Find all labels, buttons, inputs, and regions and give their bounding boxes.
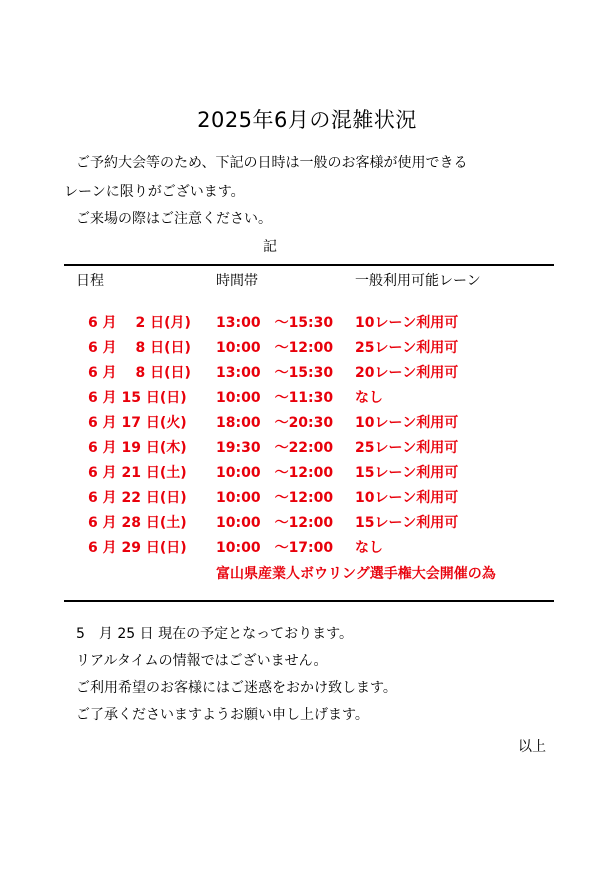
row-date: 6 月 15 日(日) — [88, 390, 187, 406]
page-title: 2025年6月の混雑状況 — [197, 108, 417, 132]
row-date: 6 月 28 日(土) — [88, 515, 187, 531]
row-date: 6 月 29 日(日) — [88, 540, 187, 556]
table-row — [0, 312, 614, 334]
row-date: 6 月 2 日(月) — [88, 315, 191, 331]
footer-line-3: ご利用希望のお客様にはご迷惑をおかけ致します。 — [76, 680, 397, 696]
row-lanes: 15レーン利用可 — [355, 465, 459, 481]
intro-line-2: レーンに限りがございます。 — [64, 184, 245, 200]
header-date: 日程 — [76, 273, 104, 289]
table-row — [0, 437, 614, 459]
table-row — [0, 337, 614, 359]
tournament-note: 富山県産業人ボウリング選手権大会開催の為 — [216, 566, 496, 582]
row-time: 18:00 ～20:30 — [216, 415, 334, 431]
row-time: 19:30 ～22:00 — [216, 440, 334, 456]
top-rule — [64, 264, 554, 266]
row-lanes: 10レーン利用可 — [355, 415, 459, 431]
table-row — [0, 512, 614, 534]
row-time: 13:00 ～15:30 — [216, 365, 334, 381]
header-time: 時間帯 — [216, 273, 258, 289]
table-row — [0, 462, 614, 484]
row-time: 13:00 ～15:30 — [216, 315, 334, 331]
row-lanes: 20レーン利用可 — [355, 365, 459, 381]
footer-line-1: 5 月 25 日 現在の予定となっております。 — [76, 626, 353, 642]
table-row — [0, 362, 614, 384]
row-date: 6 月 17 日(火) — [88, 415, 187, 431]
row-time: 10:00 ～17:00 — [216, 540, 334, 556]
row-lanes: 10レーン利用可 — [355, 315, 459, 331]
row-lanes: 10レーン利用可 — [355, 490, 459, 506]
row-lanes: 25レーン利用可 — [355, 340, 459, 356]
row-time: 10:00 ～12:00 — [216, 515, 334, 531]
row-lanes: 25レーン利用可 — [355, 440, 459, 456]
row-date: 6 月 19 日(木) — [88, 440, 187, 456]
ki-marker: 記 — [263, 239, 277, 255]
row-lanes: なし — [355, 540, 383, 556]
row-time: 10:00 ～11:30 — [216, 390, 334, 406]
footer-line-4: ご了承くださいますようお願い申し上げます。 — [76, 707, 369, 723]
row-date: 6 月 21 日(土) — [88, 465, 187, 481]
row-time: 10:00 ～12:00 — [216, 465, 334, 481]
closing-mark: 以上 — [518, 739, 546, 755]
row-lanes: 15レーン利用可 — [355, 515, 459, 531]
row-time: 10:00 ～12:00 — [216, 490, 334, 506]
row-time: 10:00 ～12:00 — [216, 340, 334, 356]
table-row — [0, 387, 614, 409]
footer-line-2: リアルタイムの情報ではございません。 — [76, 653, 328, 669]
row-date: 6 月 8 日(日) — [88, 365, 191, 381]
row-date: 6 月 8 日(日) — [88, 340, 191, 356]
table-row — [0, 537, 614, 559]
row-lanes: なし — [355, 390, 383, 406]
bottom-rule — [64, 600, 554, 602]
table-row — [0, 487, 614, 509]
header-lanes: 一般利用可能レーン — [355, 273, 481, 289]
table-row — [0, 412, 614, 434]
intro-line-3: ご来場の際はご注意ください。 — [76, 211, 272, 227]
intro-line-1: ご予約大会等のため、下記の日時は一般のお客様が使用できる — [76, 155, 468, 171]
row-date: 6 月 22 日(日) — [88, 490, 187, 506]
